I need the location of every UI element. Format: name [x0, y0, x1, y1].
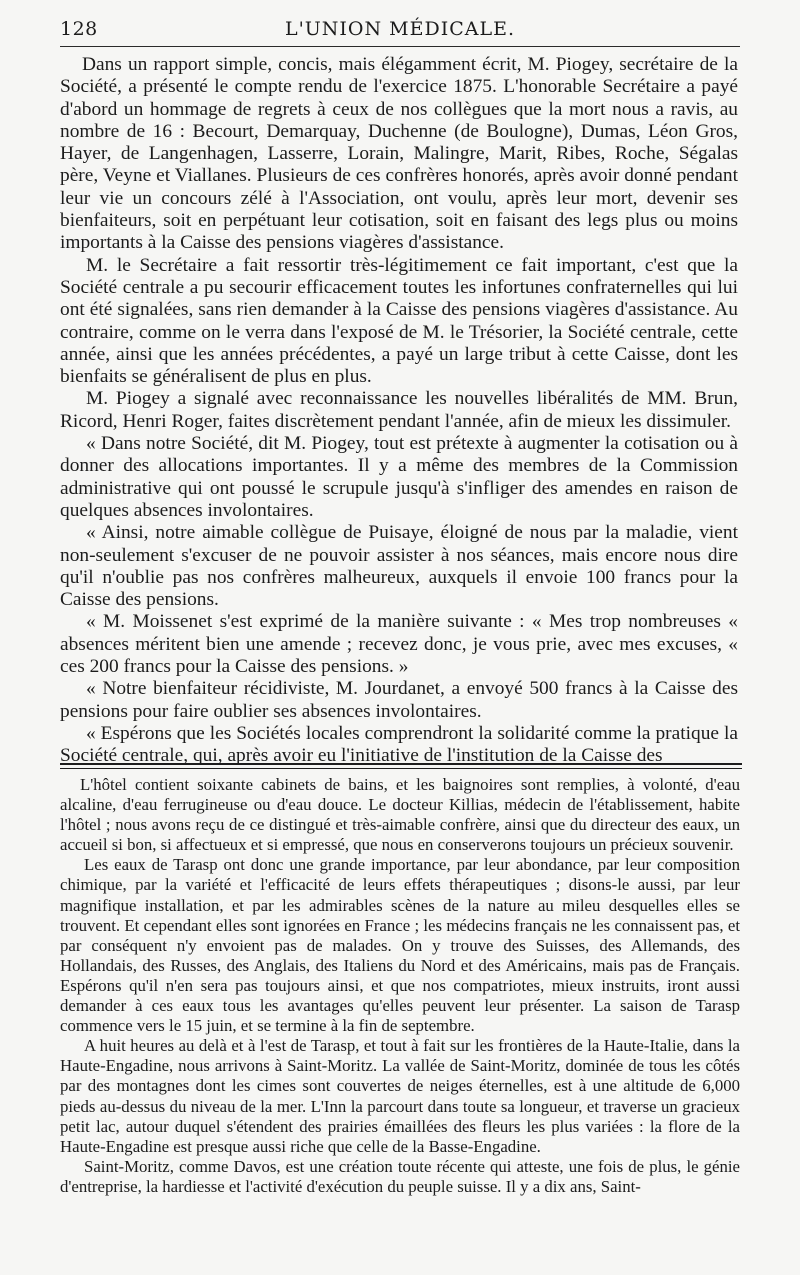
feuilleton-paragraph: A huit heures au delà et à l'est de Tarasp, et tout à fait sur les frontières de la Haute-Italie, dans la Haute-Engadine, nous arrivons à Saint-Moritz. La vallée de Saint-Moritz, dominée de tous les côtés par des montagnes dont les cimes sont couvertes de neiges éternelles, est à une altitude de 6,000 pieds au-dessus du niveau de la mer. L'Inn la parcourt dans toute sa longueur, et traverse un gracieux petit lac, autour duquel s'étendent des prairies émaillées des fleurs les plus variées : la flore de la Haute-Engadine est presque aussi riche que celle de la Basse-Engadine. [60, 1036, 740, 1156]
main-article [60, 54, 738, 768]
feuilleton-paragraph: Les eaux de Tarasp ont donc une grande importance, par leur abondance, par leur composition chimique, par la variété et l'efficacité de leurs effets thérapeutiques ; disons-le aussi, par leur magnifique installation, et par les admirables scènes de la nature au mileu desquelles elles se trouvent. Et cependant elles sont ignorées en France ; les médecins français ne les connaissent pas, et par conséquent n'y envoient pas de malades. On y trouve des Suisses, des Allemands, des Hollandais, des Russes, des Anglais, des Italiens du Nord et des Américains, mais pas de Français. Espérons qu'il n'en sera pas toujours ainsi, et que nos compatriotes, mieux instruits, iront aussi demander à ces eaux tous les avantages qu'elles peuvent leur présenter. La saison de Tarasp commence vers le 15 juin, et se termine à la fin de septembre. [60, 855, 740, 1036]
running-header [60, 16, 740, 46]
article-paragraph: « Notre bienfaiteur récidiviste, M. Jourdanet, a envoyé 500 francs à la Caisse des pensions pour faire oublier ses absences involontaires. [60, 678, 738, 722]
article-paragraph: « M. Moissenet s'est exprimé de la manière suivante : « Mes trop nombreuses « absences méritent bien une amende ; recevez donc, je vous prie, avec mes excuses, « ces 200 francs pour la Caisse des pensions. » [60, 611, 738, 678]
feuilleton-separator [60, 763, 742, 769]
article-paragraph: « Espérons que les Sociétés locales comprendront la solidarité comme la pratique la Société centrale, qui, après avoir eu l'initiative de l'institution de la Caisse des [60, 722, 738, 767]
page-number: 128 [60, 18, 98, 40]
running-title: L'UNION MÉDICALE. [284, 18, 516, 40]
feuilleton [60, 775, 740, 1197]
feuilleton-paragraph: L'hôtel contient soixante cabinets de bains, et les baignoires sont remplies, à volonté, d'eau alcaline, d'eau ferrugineuse ou d'eau douce. Le docteur Killias, médecin de l'établissement, habite l'hôtel ; nous avons reçu de ce distingué et très-aimable confrère, ainsi que du directeur des eaux, un accueil si bon, si affectueux et si empressé, que nous en conserverons toujours un précieux souvenir. [60, 775, 740, 855]
article-paragraph: M. le Secrétaire a fait ressortir très-légitimement ce fait important, c'est que la Société centrale a pu secourir efficacement toutes les infortunes confraternelles qui lui ont été signalées, sans rien demander à la Caisse des pensions viagères d'assistance. Au contraire, comme on le verra dans l'exposé de M. le Trésorier, la Société centrale, cette année, ainsi que les années précédentes, a payé un large tribut à cette Caisse, dont les bienfaits se généralisent de plus en plus. [60, 254, 738, 388]
feuilleton-paragraph: Saint-Moritz, comme Davos, est une création toute récente qui atteste, une fois de plus, le génie d'entreprise, la hardiesse et l'activité d'exécution du peuple suisse. Il y a dix ans, Saint- [60, 1156, 740, 1196]
article-paragraph: Dans un rapport simple, concis, mais élégamment écrit, M. Piogey, secrétaire de la Société, a présenté le compte rendu de l'exercice 1875. L'honorable Secrétaire a payé d'abord un hommage de regrets à ceux de nos collègues que la mort nous a ravis, au nombre de 16 : Becourt, Demarquay, Duchenne (de Boulogne), Dumas, Léon Gros, Hayer, de Langenhagen, Lasserre, Lorain, Malingre, Marit, Ribes, Roche, Ségalas père, Veyne et Viallanes. Plusieurs de ces confrères honorés, après avoir donné pendant leur vie un concours zélé à l'Association, ont voulu, après leur mort, devenir ses bienfaiteurs, soit en perpétuant leur cotisation, soit en faisant des legs plus ou moins importants à la Caisse des pensions viagères d'assistance. [60, 54, 738, 254]
header-rule [60, 46, 740, 47]
article-paragraph: « Dans notre Société, dit M. Piogey, tout est prétexte à augmenter la cotisation ou à donner des allocations importantes. Il y a même des membres de la Commission administrative qui ont poussé le scrupule jusqu'à s'infliger des amendes en raison de quelques absences involontaires. [60, 433, 738, 521]
article-paragraph: « Ainsi, notre aimable collègue de Puisaye, éloigné de nous par la maladie, vient non-seulement s'excuser de ne pouvoir assister à nos séances, mais encore nous dire qu'il n'oublie pas nos confrères malheureux, auxquels il envoie 100 francs pour la Caisse des pensions. [60, 522, 738, 611]
article-paragraph: M. Piogey a signalé avec reconnaissance les nouvelles libéralités de MM. Brun, Ricord, Henri Roger, faites discrètement pendant l'année, afin de mieux les dissimuler. [60, 388, 738, 432]
